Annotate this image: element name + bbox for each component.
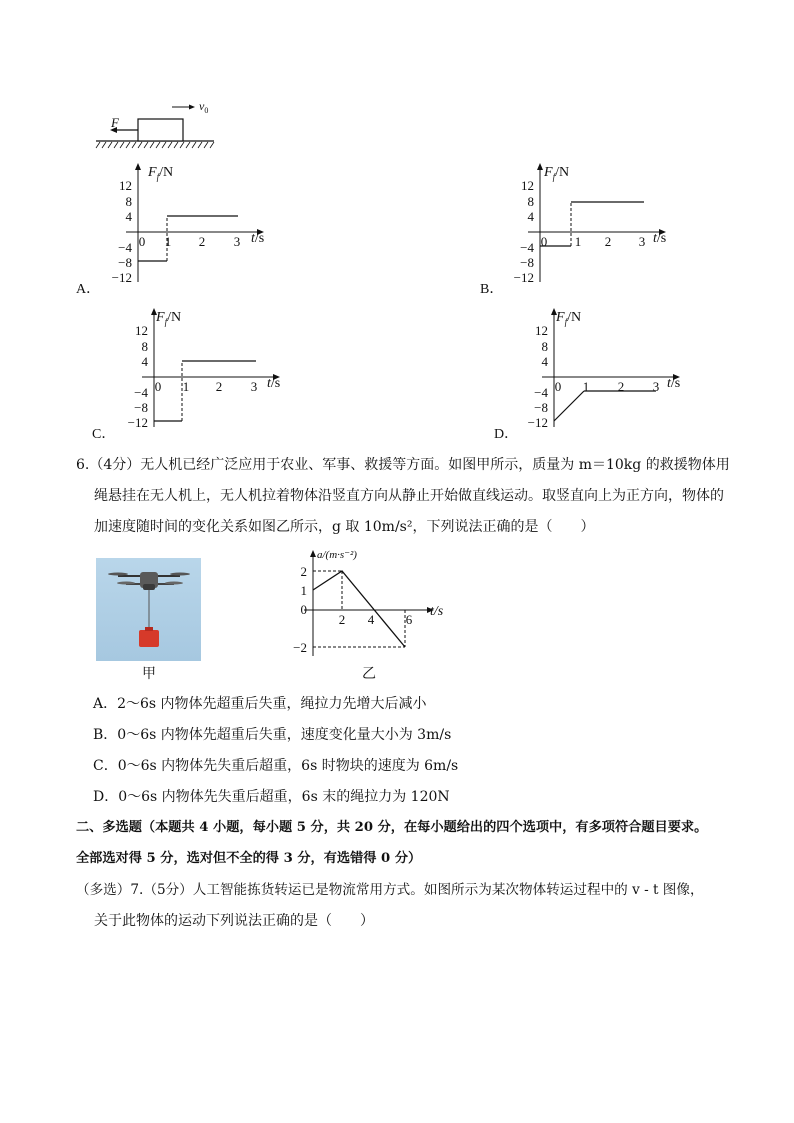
q7-stem-line-1: （多选）7.（5分）人工智能拣货转运已是物流常用方式。如图所示为某次物体转运过程中的 v - t 图像， (76, 882, 704, 898)
option-b-label[interactable]: B． (480, 282, 504, 297)
svg-text:12: 12 (521, 178, 534, 193)
svg-text:3: 3 (638, 234, 646, 249)
svg-text:Ff/N: $F_f/N$ (148, 165, 174, 182)
svg-text:4: 4 (541, 354, 548, 369)
ff-graph-b (512, 160, 682, 290)
svg-text:−8: −8 (118, 255, 132, 270)
option-a-label[interactable]: A． (76, 282, 101, 297)
block-diagram (90, 95, 220, 155)
svg-text:1: 1 (300, 583, 307, 598)
svg-text:8: 8 (141, 339, 148, 354)
svg-text:2: 2 (338, 612, 346, 627)
q6-option-b[interactable]: B．0～6s 内物体先超重后失重，速度变化量大小为 3m/s (93, 727, 452, 743)
ff-graph-c (126, 305, 296, 435)
svg-text:−12: −12 (127, 415, 148, 430)
velocity-label: $v_0$ (199, 99, 209, 115)
svg-text:−12: −12 (111, 270, 132, 285)
option-d-label[interactable]: D． (494, 427, 519, 442)
svg-text:Ff/N: $F_f/N$ (156, 310, 182, 327)
svg-text:−8: −8 (134, 400, 148, 415)
svg-text:1: 1 (164, 234, 172, 249)
svg-text:−2: −2 (293, 640, 307, 655)
q6-option-a[interactable]: A．2～6s 内物体先超重后失重，绳拉力先增大后减小 (93, 696, 427, 712)
force-label: F (111, 115, 119, 130)
svg-text:8: 8 (527, 194, 534, 209)
svg-text:12: 12 (135, 323, 148, 338)
q6-stem-line-1: 6.（4分）无人机已经广泛应用于农业、军事、救援等方面。如图甲所示，质量为 m＝10kg 的救援物体用 (76, 457, 730, 473)
q6-stem-line-2: 绳悬挂在无人机上，无人机拉着物体沿竖直方向从静止开始做直线运动。取竖直向上为正方向，物体的 (94, 488, 724, 504)
svg-text:3: 3 (250, 379, 258, 394)
svg-text:−4: −4 (118, 240, 132, 255)
svg-text:2: 2 (617, 379, 625, 394)
svg-text:t/s: t/s (267, 376, 281, 391)
svg-text:−4: −4 (134, 385, 148, 400)
svg-text:t/s: t/s (430, 604, 444, 619)
svg-text:4: 4 (367, 612, 375, 627)
fig-yi-caption: 乙 (362, 666, 376, 682)
svg-text:1: 1 (182, 379, 190, 394)
svg-text:3: 3 (233, 234, 241, 249)
svg-text:−4: −4 (534, 385, 548, 400)
svg-text:t/s: t/s (653, 231, 667, 246)
svg-text:−12: −12 (527, 415, 548, 430)
svg-text:−4: −4 (520, 240, 534, 255)
svg-text:8: 8 (125, 194, 132, 209)
ff-graph-d (526, 305, 696, 435)
svg-text:8: 8 (541, 339, 548, 354)
svg-text:0: 0 (154, 379, 162, 394)
svg-text:0: 0 (300, 602, 307, 617)
svg-text:2: 2 (300, 564, 307, 579)
q6-option-c[interactable]: C．0～6s 内物体先失重后超重，6s 时物块的速度为 6m/s (93, 758, 459, 774)
q6-option-d[interactable]: D．0～6s 内物体先失重后超重，6s 末的绳拉力为 120N (93, 789, 450, 805)
section2-heading-line-2: 全部选对得 5 分，选对但不全的得 3 分，有选错得 0 分） (76, 851, 422, 866)
svg-text:t/s: t/s (667, 376, 681, 391)
svg-text:−8: −8 (534, 400, 548, 415)
q6-stem-line-3: 加速度随时间的变化关系如图乙所示，g 取 10m/s²，下列说法正确的是（ ） (94, 519, 595, 535)
svg-text:−8: −8 (520, 255, 534, 270)
svg-text:1: 1 (574, 234, 582, 249)
svg-text:4: 4 (527, 209, 534, 224)
svg-text:2: 2 (604, 234, 612, 249)
svg-text:Ff/N: $F_f/N$ (544, 165, 570, 182)
acceleration-graph (280, 544, 455, 662)
svg-text:0: 0 (138, 234, 146, 249)
svg-text:6: 6 (405, 612, 413, 627)
fig-jia-caption: 甲 (142, 666, 156, 682)
svg-text:2: 2 (215, 379, 223, 394)
drone-photo (96, 558, 201, 661)
section2-heading-line-1: 二、多选题（本题共 4 小题，每小题 5 分，共 20 分，在每小题给出的四个选项中，有多项符合题目要求。 (76, 820, 708, 835)
q7-stem-line-2: 关于此物体的运动下列说法正确的是（ ） (94, 913, 374, 929)
ff-graph-a (110, 160, 280, 290)
option-c-label[interactable]: C． (92, 427, 116, 442)
svg-text:Ff/N: $F_f/N$ (556, 310, 582, 327)
svg-text:3: 3 (652, 379, 660, 394)
svg-text:1: 1 (582, 379, 590, 394)
svg-text:a/(m·s⁻²): a/(m·s⁻²) (317, 549, 357, 561)
svg-text:12: 12 (119, 178, 132, 193)
svg-text:0: 0 (554, 379, 562, 394)
block (138, 119, 183, 141)
svg-text:−12: −12 (513, 270, 534, 285)
svg-text:2: 2 (198, 234, 206, 249)
svg-text:4: 4 (141, 354, 148, 369)
svg-text:12: 12 (535, 323, 548, 338)
svg-text:4: 4 (125, 209, 132, 224)
svg-text:t/s: t/s (251, 231, 265, 246)
svg-text:0: 0 (540, 234, 548, 249)
